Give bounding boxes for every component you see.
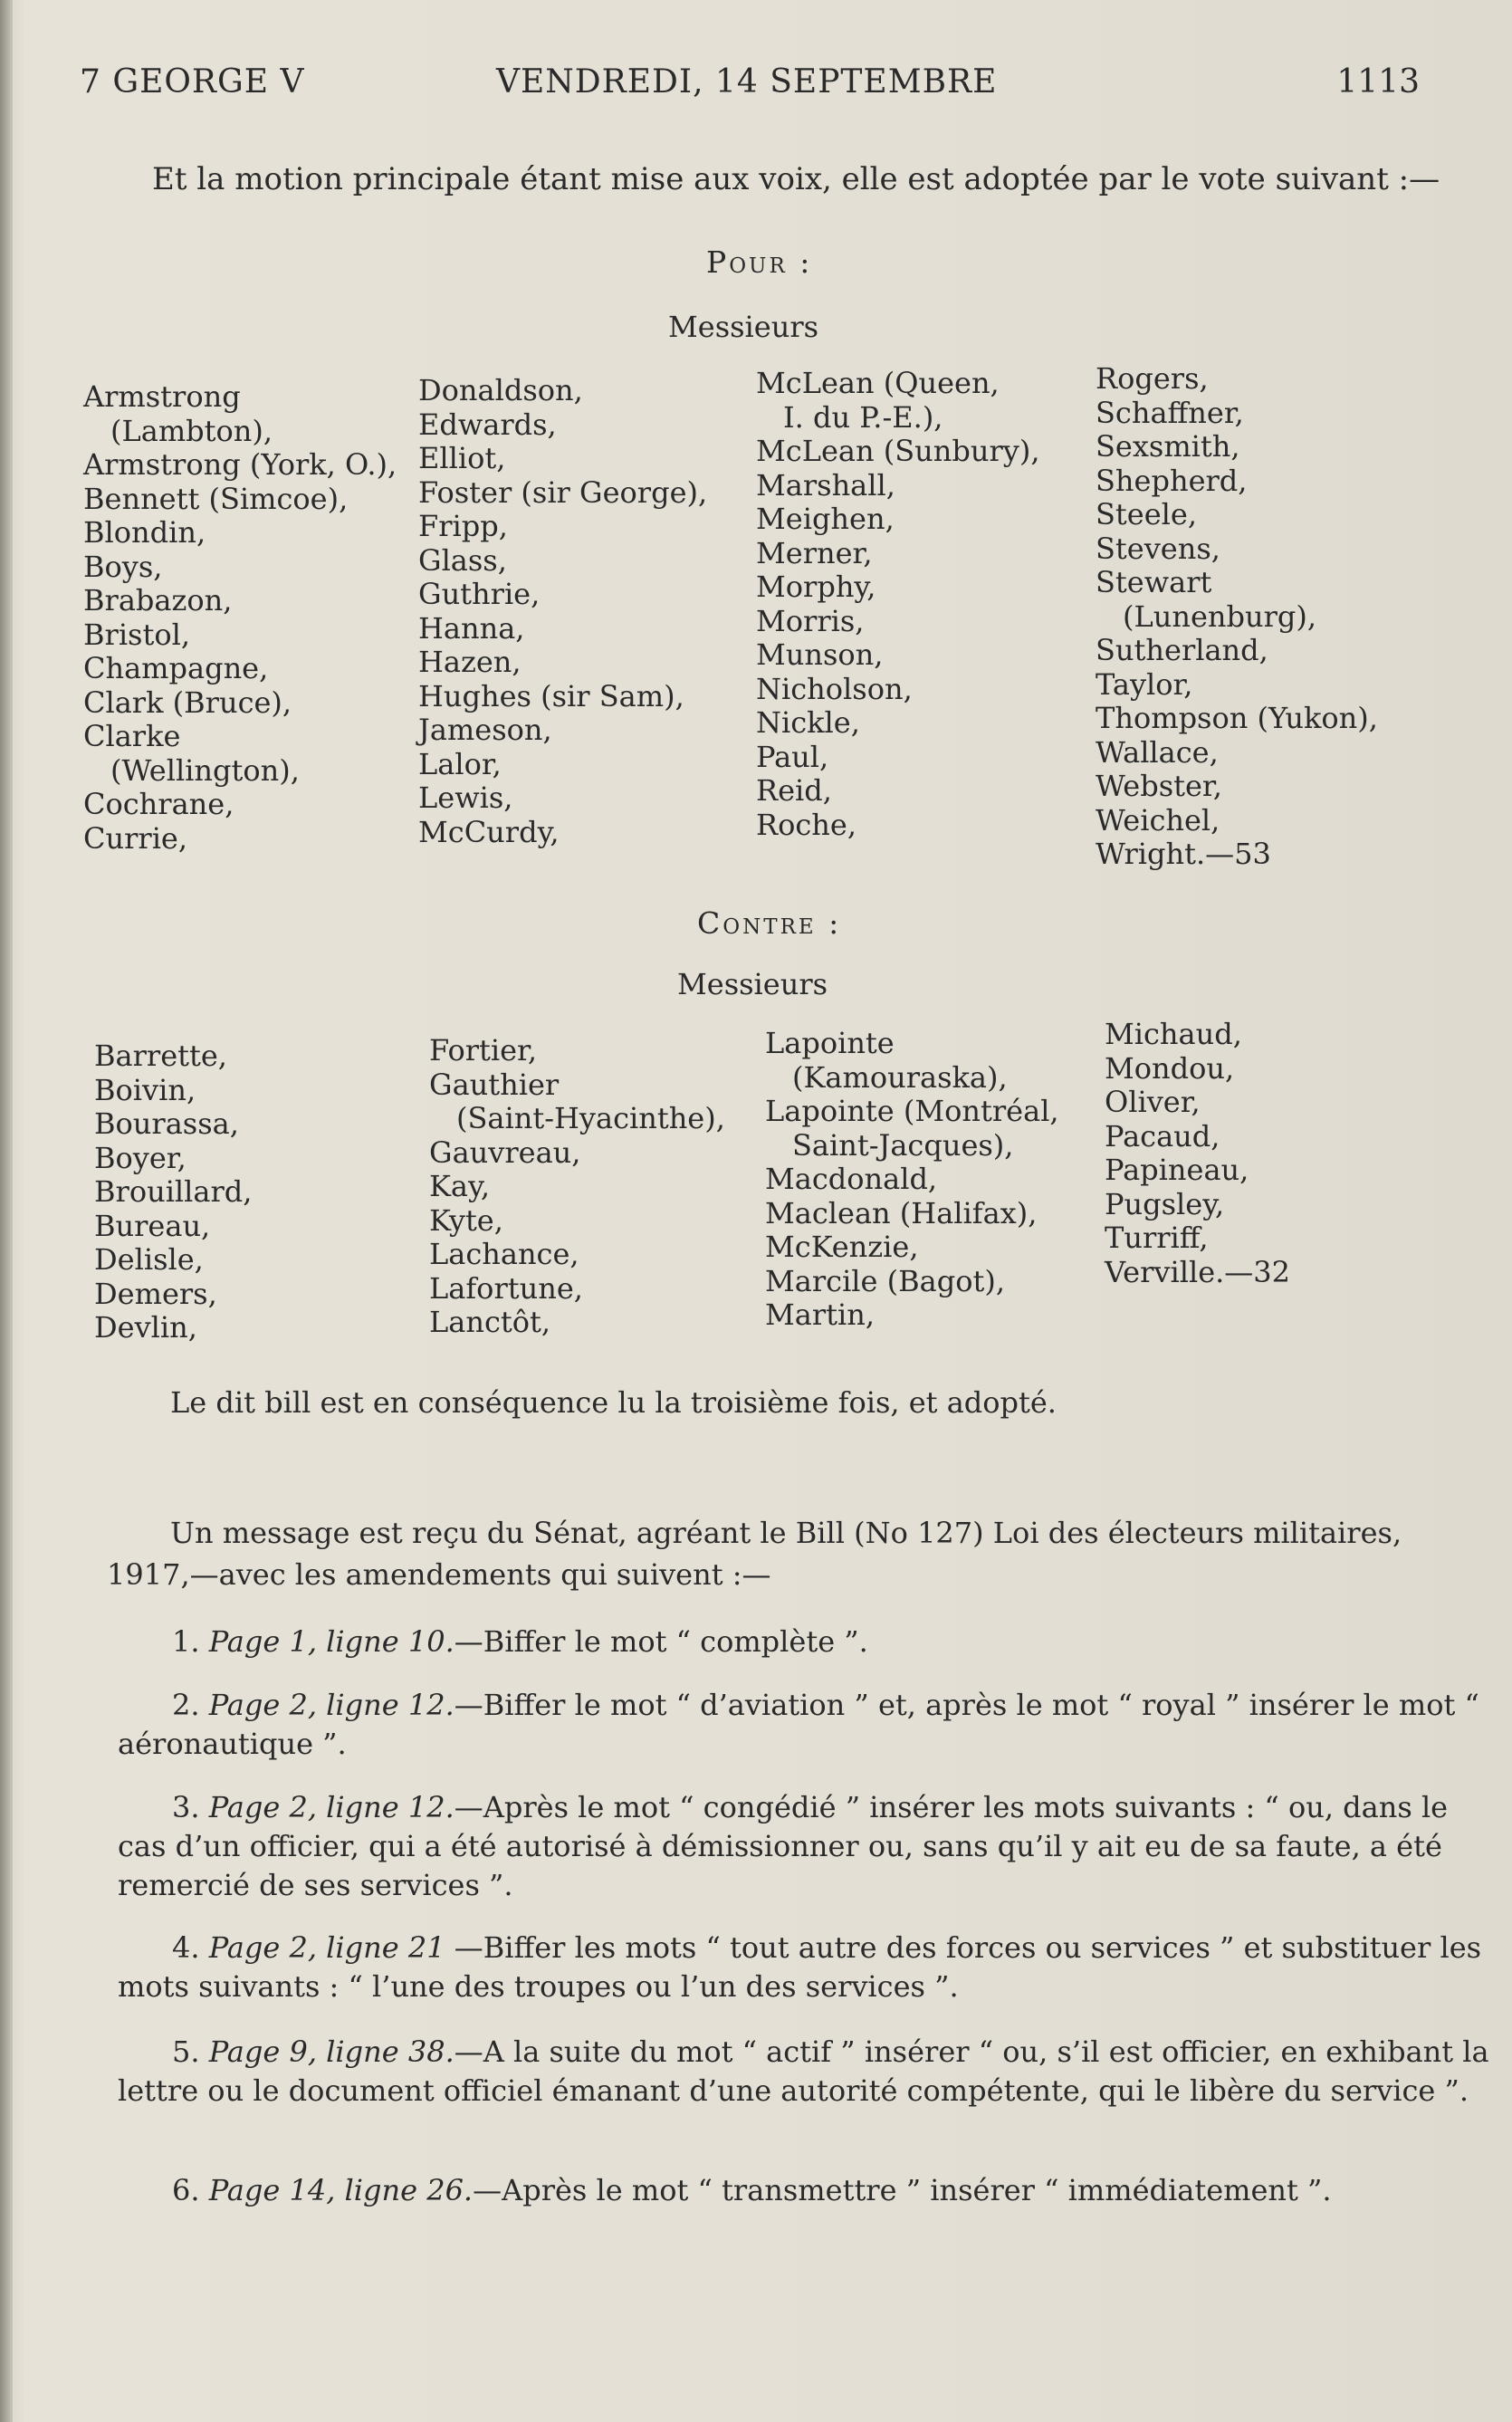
member-name: (Wellington),: [110, 752, 300, 788]
member-name: Pacaud,: [1105, 1118, 1220, 1154]
member-name: Lapointe: [765, 1026, 895, 1060]
member-name: Currie,: [83, 820, 188, 856]
pour-column-2: [418, 374, 707, 849]
member-name: Gauvreau,: [429, 1134, 581, 1170]
member-name: Marshall,: [756, 467, 895, 503]
amendment-text: —A la suite du mot “ actif ” insérer “ ou, s’il est officier, en exhibant la lettre ou le document officiel émanant d’une autorité compétente, qui le libère du service ”.: [118, 2034, 1489, 2108]
member-name: Papineau,: [1105, 1153, 1249, 1187]
amendment-6: [118, 2171, 1503, 2210]
amendment-text: —Biffer le mot “ complète ”.: [454, 1624, 868, 1659]
amendment-text: —Biffer le mot “ d’aviation ” et, après le mot “ royal ” insérer le mot “ aéronautique ”.: [118, 1688, 1479, 1761]
member-name: Boyer,: [94, 1140, 187, 1175]
senate-message-line-2: 1917,—avec les amendements qui suivent :—: [107, 1557, 771, 1592]
member-name: Merner,: [756, 535, 873, 570]
senate-message-line-1: Un message est reçu du Sénat, agréant le Bill (No 127) Loi des électeurs militaires,: [170, 1516, 1402, 1550]
member-name: Barrette,: [94, 1039, 227, 1073]
amendment-reference: Page 2, ligne 12.: [208, 1790, 455, 1824]
amendment-5: [118, 2033, 1503, 2111]
member-name: Lapointe (Montréal,: [765, 1094, 1059, 1128]
contre-column-1: [94, 1039, 252, 1345]
member-name: Nicholson,: [756, 671, 913, 706]
amendment-4: [118, 1929, 1503, 2006]
member-name: Rogers,: [1096, 361, 1209, 396]
contre-column-3: [765, 1027, 1059, 1333]
member-name: Clarke: [83, 719, 181, 753]
member-name: Hazen,: [418, 645, 522, 679]
member-name: Shepherd,: [1096, 463, 1248, 498]
member-name: Turriff,: [1105, 1221, 1209, 1255]
member-name: Delisle,: [94, 1242, 204, 1277]
member-name: Devlin,: [94, 1310, 197, 1345]
member-name: Munson,: [756, 637, 884, 672]
member-name: Brabazon,: [83, 583, 233, 617]
member-name: Lewis,: [418, 780, 513, 815]
member-name: McLean (Queen,: [756, 366, 1000, 400]
member-name: Boys,: [83, 549, 163, 584]
contre-column-2: [429, 1034, 725, 1340]
amendment-reference: Page 2, ligne 12.: [208, 1688, 455, 1722]
member-name: McCurdy,: [418, 814, 560, 849]
member-name: Stewart: [1096, 565, 1212, 599]
member-name: Oliver,: [1105, 1085, 1201, 1119]
member-name: Brouillard,: [94, 1174, 253, 1209]
member-name: Cochrane,: [83, 787, 234, 821]
amendment-2: [118, 1686, 1503, 1764]
amendment-text: —Après le mot “ transmettre ” insérer “ immédiatement ”.: [473, 2173, 1332, 2207]
member-name: Steele,: [1096, 497, 1197, 531]
member-name: Meighen,: [756, 502, 895, 536]
member-name: Saint-Jacques),: [792, 1127, 1014, 1163]
member-name: Michaud,: [1105, 1017, 1242, 1051]
member-name: Thompson (Yukon),: [1096, 701, 1378, 735]
member-name: Taylor,: [1096, 666, 1193, 702]
page-edge: [0, 0, 13, 2422]
member-name: Jameson,: [418, 713, 552, 747]
page-header: [80, 63, 1420, 118]
member-name: Lafortune,: [429, 1270, 583, 1306]
amendment-text: —Après le mot “ congédié ” insérer les mots suivants : “ ou, dans le cas d’un officier, qui a été autorisé à démissionner ou, sans qu’il y ait eu de sa faute, a été remercié de ses services ”.: [118, 1790, 1449, 1902]
member-name: Schaffner,: [1096, 395, 1244, 430]
member-name: I. du P.-E.),: [783, 399, 943, 435]
member-name: Clark (Bruce),: [83, 684, 292, 720]
member-name: (Kamouraska),: [792, 1059, 1008, 1095]
member-name: Martin,: [765, 1297, 876, 1332]
pour-column-3: [756, 367, 1039, 842]
amendment-number: 1.: [172, 1624, 200, 1659]
member-name: Verville.—32: [1105, 1254, 1291, 1289]
member-name: Hughes (sir Sam),: [418, 678, 684, 713]
pour-subtitle: Messieurs: [668, 310, 819, 344]
member-name: Lanctôt,: [429, 1305, 551, 1339]
amendment-reference: Page 9, ligne 38.: [208, 2034, 455, 2069]
member-name: Macdonald,: [765, 1162, 938, 1196]
amendment-1: [118, 1623, 1503, 1661]
amendment-number: 6.: [172, 2173, 200, 2207]
member-name: Foster (sir George),: [418, 474, 708, 510]
amendment-text: —Biffer les mots “ tout autre des forces ou services ” et substituer les mots suivants : “ l’une des troupes ou l’un des services ”.: [118, 1930, 1482, 2004]
member-name: Donaldson,: [418, 373, 583, 407]
member-name: Wright.—53: [1096, 837, 1271, 871]
member-name: Weichel,: [1096, 802, 1220, 838]
member-name: Reid,: [756, 773, 832, 808]
amendment-reference: Page 14, ligne 26.: [208, 2173, 474, 2207]
member-name: Bristol,: [83, 617, 190, 652]
member-name: Nickle,: [756, 705, 860, 740]
pour-title: Pour :: [706, 244, 813, 280]
amendment-number: 3.: [172, 1790, 200, 1824]
member-name: Kyte,: [429, 1202, 503, 1238]
amendment-number: 2.: [172, 1688, 200, 1722]
amendment-number: 5.: [172, 2034, 200, 2069]
member-name: Sexsmith,: [1096, 429, 1240, 464]
pour-column-1: [83, 380, 397, 856]
member-name: Lachance,: [429, 1237, 579, 1271]
member-name: Elliot,: [418, 441, 506, 475]
member-name: Mondou,: [1105, 1050, 1235, 1086]
member-name: Hanna,: [418, 610, 525, 646]
member-name: Pugsley,: [1105, 1186, 1225, 1221]
amendment-3: [118, 1788, 1503, 1905]
member-name: Fortier,: [429, 1033, 537, 1067]
member-name: Champagne,: [83, 651, 269, 685]
amendment-reference: Page 2, ligne 21: [208, 1930, 445, 1965]
contre-title: Contre :: [697, 905, 842, 941]
member-name: McLean (Sunbury),: [756, 434, 1040, 468]
member-name: Demers,: [94, 1276, 217, 1311]
page-number: 1113: [1336, 63, 1420, 101]
member-name: Gauthier: [429, 1067, 560, 1102]
member-name: Sutherland,: [1096, 633, 1268, 667]
member-name: (Lambton),: [110, 413, 273, 448]
adopted-statement: Le dit bill est en conséquence lu la troisième fois, et adopté.: [170, 1385, 1057, 1420]
member-name: (Saint-Hyacinthe),: [456, 1101, 725, 1135]
header-reign: 7 GEORGE V: [80, 63, 305, 101]
member-name: Webster,: [1096, 769, 1222, 803]
member-name: Morphy,: [756, 570, 876, 604]
member-name: Roche,: [756, 807, 856, 842]
member-name: Bureau,: [94, 1208, 211, 1243]
member-name: Blondin,: [83, 515, 206, 550]
member-name: Paul,: [756, 739, 829, 774]
member-name: Stevens,: [1096, 531, 1220, 566]
member-name: Bennett (Simcoe),: [83, 481, 349, 516]
member-name: Armstrong (York, O.),: [83, 447, 397, 482]
member-name: Armstrong: [83, 379, 241, 414]
vote-intro: Et la motion principale étant mise aux voix, elle est adoptée par le vote suivant :—: [152, 161, 1440, 197]
member-name: Fripp,: [418, 509, 508, 543]
member-name: Bourassa,: [94, 1106, 239, 1141]
member-name: McKenzie,: [765, 1230, 919, 1264]
member-name: Morris,: [756, 603, 865, 638]
member-name: Lalor,: [418, 746, 502, 781]
member-name: (Lunenburg),: [1123, 598, 1317, 634]
member-name: Wallace,: [1096, 734, 1219, 770]
member-name: Maclean (Halifax),: [765, 1195, 1038, 1230]
pour-column-4: [1096, 362, 1378, 872]
amendment-number: 4.: [172, 1930, 200, 1965]
member-name: Guthrie,: [418, 577, 541, 611]
member-name: Boivin,: [94, 1072, 196, 1107]
header-date: VENDREDI, 14 SEPTEMBRE: [496, 63, 998, 101]
member-name: Kay,: [429, 1169, 490, 1203]
contre-subtitle: Messieurs: [677, 967, 828, 1001]
member-name: Edwards,: [418, 407, 557, 442]
member-name: Glass,: [418, 542, 507, 578]
member-name: Marcile (Bagot),: [765, 1263, 1005, 1298]
amendment-reference: Page 1, ligne 10.: [208, 1624, 455, 1659]
contre-column-4: [1105, 1018, 1290, 1289]
